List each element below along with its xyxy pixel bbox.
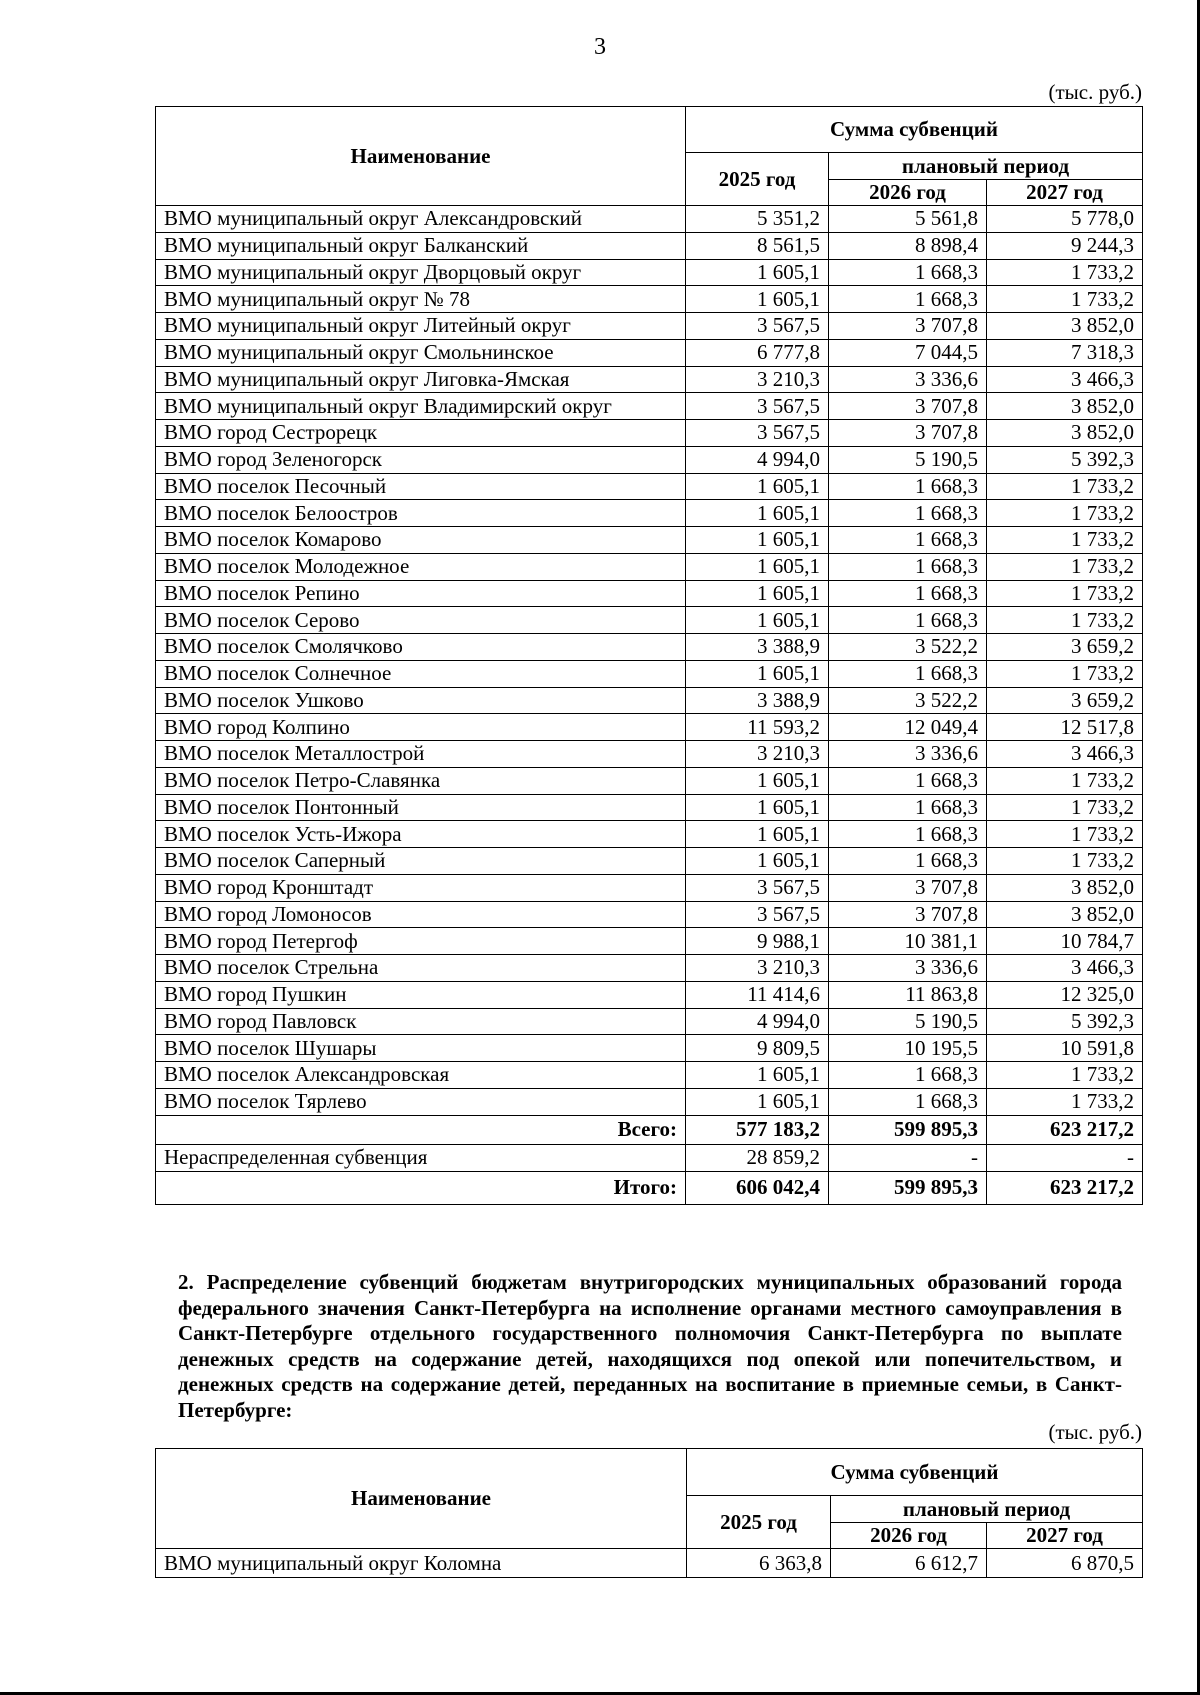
- value-2027: 1 733,2: [987, 580, 1143, 607]
- table-row: [156, 393, 1143, 420]
- value-2027: 3 659,2: [987, 687, 1143, 714]
- total-row: [156, 1171, 1143, 1204]
- value-2027: 7 318,3: [987, 339, 1143, 366]
- value-2026: 3 522,2: [829, 687, 987, 714]
- municipality-name: ВМО город Ломоносов: [156, 901, 686, 928]
- table-row: [156, 580, 1143, 607]
- value-2025: 1 605,1: [686, 527, 829, 554]
- value-2025: 5 351,2: [686, 206, 829, 233]
- value-2025: 3 388,9: [686, 687, 829, 714]
- value-2027: 1 733,2: [987, 1062, 1143, 1089]
- value-2026: 7 044,5: [829, 339, 987, 366]
- value-2026: 6 612,7: [831, 1549, 987, 1578]
- header-planning-period: плановый период: [831, 1496, 1143, 1523]
- header-sum: Сумма субвенций: [687, 1449, 1143, 1496]
- value-2025: 1 605,1: [686, 607, 829, 634]
- value-2025: 6 363,8: [687, 1549, 831, 1578]
- municipality-name: ВМО город Зеленогорск: [156, 446, 686, 473]
- subvention-table-2: [155, 1448, 1143, 1578]
- header-2025: 2025 год: [687, 1496, 831, 1549]
- value-2026: 10 381,1: [829, 928, 987, 955]
- value-2027: 3 852,0: [987, 874, 1143, 901]
- municipality-name: ВМО город Кронштадт: [156, 874, 686, 901]
- table-row: [156, 634, 1143, 661]
- value-2027: 12 325,0: [987, 981, 1143, 1008]
- total-2027: 623 217,2: [987, 1171, 1143, 1204]
- table-row: [156, 848, 1143, 875]
- header-2026: 2026 год: [831, 1523, 987, 1549]
- value-2026: 1 668,3: [829, 821, 987, 848]
- table-row: [156, 366, 1143, 393]
- value-2027: 1 733,2: [987, 660, 1143, 687]
- header-name: Наименование: [156, 107, 686, 206]
- value-2027: 3 466,3: [987, 366, 1143, 393]
- municipality-name: ВМО поселок Белоостров: [156, 500, 686, 527]
- municipality-name: ВМО город Петергоф: [156, 928, 686, 955]
- value-2025: 9 809,5: [686, 1035, 829, 1062]
- value-2026: 1 668,3: [829, 286, 987, 313]
- municipality-name: ВМО поселок Металлострой: [156, 741, 686, 768]
- table-row: [156, 660, 1143, 687]
- table-row: [156, 259, 1143, 286]
- value-2027: 1 733,2: [987, 794, 1143, 821]
- value-2026: 10 195,5: [829, 1035, 987, 1062]
- units-label-2: (тыс. руб.): [1048, 1420, 1142, 1444]
- value-2025: 8 561,5: [686, 232, 829, 259]
- municipality-name: ВМО поселок Стрельна: [156, 955, 686, 982]
- value-2027: 1 733,2: [987, 286, 1143, 313]
- table-row: [156, 1549, 1143, 1578]
- value-2025: 1 605,1: [686, 286, 829, 313]
- header-2027: 2027 год: [987, 1523, 1143, 1549]
- table-row: [156, 500, 1143, 527]
- value-2026: 1 668,3: [829, 473, 987, 500]
- value-2027: 1 733,2: [987, 607, 1143, 634]
- value-2027: 3 852,0: [987, 393, 1143, 420]
- value-2025: 1 605,1: [686, 848, 829, 875]
- municipality-name: ВМО муниципальный округ Лиговка-Ямская: [156, 366, 686, 393]
- value-2027: 1 733,2: [987, 259, 1143, 286]
- table-row: [156, 1035, 1143, 1062]
- value-2027: 1 733,2: [987, 767, 1143, 794]
- table-row: [156, 714, 1143, 741]
- header-2027: 2027 год: [987, 180, 1143, 206]
- value-2026: 3 336,6: [829, 955, 987, 982]
- value-2025: 1 605,1: [686, 1062, 829, 1089]
- total-label: Итого:: [156, 1171, 686, 1204]
- table-row: [156, 607, 1143, 634]
- value-2027: 9 244,3: [987, 232, 1143, 259]
- total-2025: 606 042,4: [686, 1171, 829, 1204]
- value-2025: 1 605,1: [686, 660, 829, 687]
- value-2025: 1 605,1: [686, 553, 829, 580]
- table-row: [156, 232, 1143, 259]
- value-2026: 3 707,8: [829, 420, 987, 447]
- value-2027: 5 778,0: [987, 206, 1143, 233]
- municipality-name: ВМО муниципальный округ № 78: [156, 286, 686, 313]
- value-2025: 3 567,5: [686, 313, 829, 340]
- value-2025: 1 605,1: [686, 794, 829, 821]
- unallocated-2025: 28 859,2: [686, 1144, 829, 1171]
- value-2026: 1 668,3: [829, 848, 987, 875]
- header-planning-period: плановый период: [829, 153, 1143, 180]
- value-2025: 11 593,2: [686, 714, 829, 741]
- municipality-name: ВМО поселок Усть-Ижора: [156, 821, 686, 848]
- value-2027: 1 733,2: [987, 527, 1143, 554]
- value-2026: 12 049,4: [829, 714, 987, 741]
- table-row: [156, 687, 1143, 714]
- table-row: [156, 1088, 1143, 1115]
- value-2025: 1 605,1: [686, 767, 829, 794]
- value-2026: 3 336,6: [829, 366, 987, 393]
- value-2025: 1 605,1: [686, 259, 829, 286]
- value-2025: 11 414,6: [686, 981, 829, 1008]
- value-2025: 4 994,0: [686, 446, 829, 473]
- value-2026: 3 707,8: [829, 313, 987, 340]
- total-2026: 599 895,3: [829, 1171, 987, 1204]
- value-2027: 1 733,2: [987, 473, 1143, 500]
- municipality-name: ВМО поселок Шушары: [156, 1035, 686, 1062]
- unallocated-2027: -: [987, 1144, 1143, 1171]
- municipality-name: ВМО поселок Репино: [156, 580, 686, 607]
- units-label: (тыс. руб.): [1048, 80, 1142, 104]
- value-2025: 3 567,5: [686, 393, 829, 420]
- value-2027: 1 733,2: [987, 821, 1143, 848]
- header-2025: 2025 год: [686, 153, 829, 206]
- section-2-heading: 2. Распределение субвенций бюджетам внутригородских муниципальных образований города федерального значения Санкт-Петербурга на исполнение органами местного самоуправления в Санкт-Петербурге отдельного государственного полномочия Санкт-Петербурга по выплате денежных средств на содержание детей, находящихся под опекой или попечительством, и денежных средств на содержание детей, переданных на воспитание в приемные семьи, в Санкт-Петербурге:: [178, 1270, 1122, 1422]
- municipality-name: ВМО город Сестрорецк: [156, 420, 686, 447]
- value-2027: 3 852,0: [987, 901, 1143, 928]
- subtotal-row: [156, 1115, 1143, 1144]
- municipality-name: ВМО поселок Тярлево: [156, 1088, 686, 1115]
- value-2027: 3 659,2: [987, 634, 1143, 661]
- value-2026: 11 863,8: [829, 981, 987, 1008]
- value-2025: 1 605,1: [686, 580, 829, 607]
- subvention-table-1: [155, 106, 1143, 1205]
- table-body: [156, 1549, 1143, 1578]
- table-row: [156, 206, 1143, 233]
- municipality-name: ВМО город Пушкин: [156, 981, 686, 1008]
- value-2026: 1 668,3: [829, 1088, 987, 1115]
- table-row: [156, 874, 1143, 901]
- value-2025: 1 605,1: [686, 821, 829, 848]
- value-2025: 3 210,3: [686, 366, 829, 393]
- table-body: [156, 206, 1143, 1205]
- value-2026: 1 668,3: [829, 527, 987, 554]
- municipality-name: ВМО поселок Саперный: [156, 848, 686, 875]
- value-2027: 3 466,3: [987, 741, 1143, 768]
- municipality-name: ВМО поселок Смолячково: [156, 634, 686, 661]
- value-2027: 3 852,0: [987, 313, 1143, 340]
- municipality-name: ВМО муниципальный округ Александровский: [156, 206, 686, 233]
- value-2027: 10 784,7: [987, 928, 1143, 955]
- value-2027: 6 870,5: [987, 1549, 1143, 1578]
- municipality-name: ВМО поселок Петро-Славянка: [156, 767, 686, 794]
- table-row: [156, 821, 1143, 848]
- table-row: [156, 741, 1143, 768]
- value-2026: 1 668,3: [829, 500, 987, 527]
- value-2027: 1 733,2: [987, 848, 1143, 875]
- value-2027: 5 392,3: [987, 446, 1143, 473]
- table-row: [156, 901, 1143, 928]
- table-row: [156, 928, 1143, 955]
- municipality-name: ВМО поселок Понтонный: [156, 794, 686, 821]
- municipality-name: ВМО муниципальный округ Владимирский округ: [156, 393, 686, 420]
- table-row: [156, 767, 1143, 794]
- value-2027: 5 392,3: [987, 1008, 1143, 1035]
- value-2025: 6 777,8: [686, 339, 829, 366]
- municipality-name: ВМО поселок Ушково: [156, 687, 686, 714]
- subtotal-2027: 623 217,2: [987, 1115, 1143, 1144]
- value-2025: 3 567,5: [686, 874, 829, 901]
- value-2026: 1 668,3: [829, 553, 987, 580]
- value-2027: 3 852,0: [987, 420, 1143, 447]
- page-number: 3: [594, 34, 606, 60]
- value-2025: 3 210,3: [686, 955, 829, 982]
- value-2025: 1 605,1: [686, 500, 829, 527]
- value-2026: 5 561,8: [829, 206, 987, 233]
- value-2027: 1 733,2: [987, 1088, 1143, 1115]
- value-2027: 10 591,8: [987, 1035, 1143, 1062]
- table-row: [156, 1008, 1143, 1035]
- value-2026: 5 190,5: [829, 1008, 987, 1035]
- value-2026: 1 668,3: [829, 607, 987, 634]
- municipality-name: ВМО поселок Молодежное: [156, 553, 686, 580]
- table-row: [156, 553, 1143, 580]
- municipality-name: ВМО муниципальный округ Литейный округ: [156, 313, 686, 340]
- value-2027: 1 733,2: [987, 553, 1143, 580]
- subtotal-2026: 599 895,3: [829, 1115, 987, 1144]
- value-2025: 9 988,1: [686, 928, 829, 955]
- table-row: [156, 420, 1143, 447]
- value-2025: 3 210,3: [686, 741, 829, 768]
- municipality-name: ВМО муниципальный округ Смольнинское: [156, 339, 686, 366]
- table-row: [156, 446, 1143, 473]
- value-2026: 1 668,3: [829, 767, 987, 794]
- value-2026: 8 898,4: [829, 232, 987, 259]
- value-2025: 1 605,1: [686, 1088, 829, 1115]
- value-2025: 1 605,1: [686, 473, 829, 500]
- municipality-name: ВМО муниципальный округ Коломна: [156, 1549, 687, 1578]
- value-2027: 12 517,8: [987, 714, 1143, 741]
- table-row: [156, 473, 1143, 500]
- unallocated-2026: -: [829, 1144, 987, 1171]
- value-2026: 1 668,3: [829, 259, 987, 286]
- unallocated-row: [156, 1144, 1143, 1171]
- value-2026: 1 668,3: [829, 794, 987, 821]
- value-2026: 3 707,8: [829, 874, 987, 901]
- subtotal-2025: 577 183,2: [686, 1115, 829, 1144]
- value-2026: 3 707,8: [829, 393, 987, 420]
- table-row: [156, 1062, 1143, 1089]
- value-2026: 1 668,3: [829, 1062, 987, 1089]
- value-2027: 1 733,2: [987, 500, 1143, 527]
- subtotal-label: Всего:: [156, 1115, 686, 1144]
- table-row: [156, 981, 1143, 1008]
- municipality-name: ВМО поселок Солнечное: [156, 660, 686, 687]
- table-row: [156, 794, 1143, 821]
- value-2026: 5 190,5: [829, 446, 987, 473]
- table-row: [156, 339, 1143, 366]
- header-sum: Сумма субвенций: [686, 107, 1143, 153]
- value-2026: 3 707,8: [829, 901, 987, 928]
- value-2025: 4 994,0: [686, 1008, 829, 1035]
- unallocated-label: Нераспределенная субвенция: [156, 1144, 686, 1171]
- municipality-name: ВМО поселок Серово: [156, 607, 686, 634]
- value-2025: 3 567,5: [686, 420, 829, 447]
- value-2026: 3 522,2: [829, 634, 987, 661]
- value-2026: 1 668,3: [829, 580, 987, 607]
- value-2025: 3 388,9: [686, 634, 829, 661]
- table-row: [156, 527, 1143, 554]
- value-2025: 3 567,5: [686, 901, 829, 928]
- header-name: Наименование: [156, 1449, 687, 1549]
- value-2026: 1 668,3: [829, 660, 987, 687]
- table-row: [156, 955, 1143, 982]
- municipality-name: ВМО поселок Александровская: [156, 1062, 686, 1089]
- header-2026: 2026 год: [829, 180, 987, 206]
- municipality-name: ВМО город Колпино: [156, 714, 686, 741]
- value-2027: 3 466,3: [987, 955, 1143, 982]
- municipality-name: ВМО город Павловск: [156, 1008, 686, 1035]
- municipality-name: ВМО муниципальный округ Балканский: [156, 232, 686, 259]
- table-row: [156, 313, 1143, 340]
- table-row: [156, 286, 1143, 313]
- value-2026: 3 336,6: [829, 741, 987, 768]
- municipality-name: ВМО поселок Песочный: [156, 473, 686, 500]
- municipality-name: ВМО поселок Комарово: [156, 527, 686, 554]
- municipality-name: ВМО муниципальный округ Дворцовый округ: [156, 259, 686, 286]
